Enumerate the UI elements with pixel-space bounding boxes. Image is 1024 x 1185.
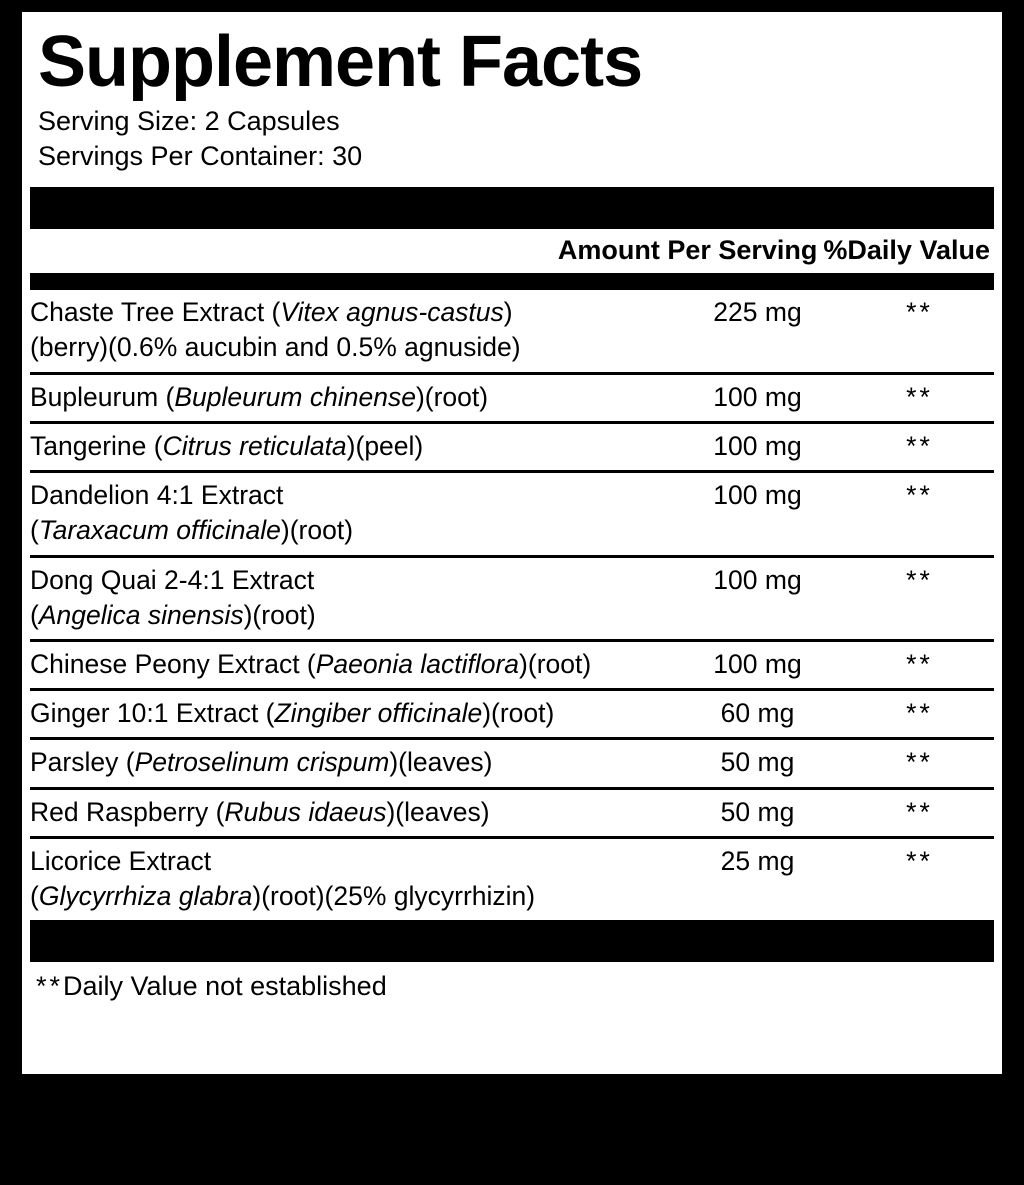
ingredient-paren-open: ( [30,881,39,912]
ingredient-text-suffix: )(leaves) [386,796,490,827]
ingredient-daily-value: ** [845,739,994,788]
ingredient-latin: Glycyrrhiza glabra [38,881,253,912]
ingredient-text: Chaste Tree Extract ( [30,297,281,328]
ingredient-amount: 100 mg [670,472,845,556]
ingredient-text: Parsley ( [30,747,135,778]
facts-panel [22,12,1002,1074]
ingredient-latin: Citrus reticulata [162,430,347,461]
ingredient-text-suffix: ) [503,297,513,328]
ingredient-latin: Taraxacum officinale [38,515,281,546]
ingredient-latin: Angelica sinensis [38,599,244,630]
ingredient-latin: Bupleurum chinense [174,381,416,412]
ingredient-amount: 50 mg [670,788,845,837]
ingredient-latin: Paeonia lactiflora [315,648,520,679]
ingredient-daily-value: ** [906,845,933,876]
table-row [30,739,994,788]
other-ingredients-label: Other Ingredients: [24,1084,237,1111]
divider-medium [30,273,994,290]
ingredient-latin: Rubus idaeus [224,796,387,827]
ingredient-latin: Vitex agnus-castus [280,297,504,328]
ingredient-amount: 25 mg [720,845,795,876]
ingredient-text: Tangerine ( [30,430,163,461]
ingredient-name [30,472,670,556]
other-ingredients-text: Capsule (hypromellose and water), hydroxypropyl cellulose, magnesium stearate, and silica. [24,1084,945,1143]
ingredient-daily-value: ** [845,690,994,739]
ingredient-text-line2: )(root) [243,599,316,630]
column-headers [30,229,994,273]
ingredient-amount: 100 mg [670,640,845,689]
ingredient-daily-value: ** [845,472,994,556]
ingredient-name [30,422,670,471]
ingredient-text: Red Raspberry ( [30,796,225,827]
ingredient-name [30,788,670,837]
ingredient-text: Dandelion 4:1 Extract [30,480,284,511]
ingredient-name [30,690,670,739]
ingredient-name [30,739,670,788]
ingredient-daily-value: ** [845,422,994,471]
page-title: Supplement Facts [38,22,643,102]
ingredient-daily-value: ** [845,373,994,422]
other-ingredients [24,1082,1000,1146]
ingredient-text-suffix: )(root) [415,381,489,412]
footnote-marker: ** [36,971,64,1002]
ingredient-name [30,373,670,422]
ingredient-latin: Petroselinum crispum [134,747,390,778]
table-row [30,290,994,373]
ingredient-text: Dong Quai 2-4:1 Extract [30,564,315,595]
table-row [30,472,994,556]
table-row [30,690,994,739]
ingredient-amount: 50 mg [670,739,845,788]
servings-per-container: Servings Per Container: 30 [38,140,363,171]
table-row [30,373,994,422]
ingredient-text-line2: (berry)(0.6% aucubin and 0.5% agnuside) [30,332,521,363]
ingredient-amount: 100 mg [670,556,845,640]
ingredient-text-suffix: )(root) [519,648,592,679]
ingredient-text: Ginger 10:1 Extract ( [30,698,275,729]
header-daily-value: %Daily Value [823,235,990,266]
ingredient-text-line2: )(root)(25% glycyrrhizin) [252,881,536,912]
ingredient-paren-open: ( [30,599,39,630]
ingredient-latin: Zingiber officinale [274,698,483,729]
table-row [30,556,994,640]
table-row [30,640,994,689]
ingredient-amount: 60 mg [670,690,845,739]
header-amount-per-serving: Amount Per Serving [557,235,818,266]
table-row [30,422,994,471]
ingredient-name [30,290,670,373]
ingredient-text-suffix: )(leaves) [389,747,493,778]
ingredients-table [30,290,994,920]
ingredient-daily-value: ** [845,290,994,373]
ingredient-name [30,640,670,689]
ingredient-daily-value: ** [845,788,994,837]
ingredient-name [30,556,670,640]
footnote [36,971,994,1002]
footnote-text: Daily Value not established [63,971,387,1002]
ingredient-daily-value: ** [845,556,994,640]
ingredient-amount: 100 mg [670,373,845,422]
ingredient-text-line2: )(root) [280,515,354,546]
serving-size: Serving Size: 2 Capsules [38,106,340,136]
ingredient-amount: 100 mg [670,422,845,471]
divider-thick-bottom [30,920,994,962]
ingredient-text-suffix: )(root) [482,698,555,729]
ingredient-daily-value: ** [845,640,994,689]
table-row [30,837,994,920]
ingredient-text-suffix: )(peel) [346,430,424,461]
ingredient-amount: 225 mg [670,290,845,373]
ingredient-text: Bupleurum ( [30,381,175,412]
table-row [30,788,994,837]
ingredient-name [30,837,670,920]
ingredient-paren-open: ( [30,515,39,546]
ingredient-text: Chinese Peony Extract ( [30,648,316,679]
divider-thick-top [30,187,994,229]
ingredient-text: Licorice Extract [30,845,212,876]
